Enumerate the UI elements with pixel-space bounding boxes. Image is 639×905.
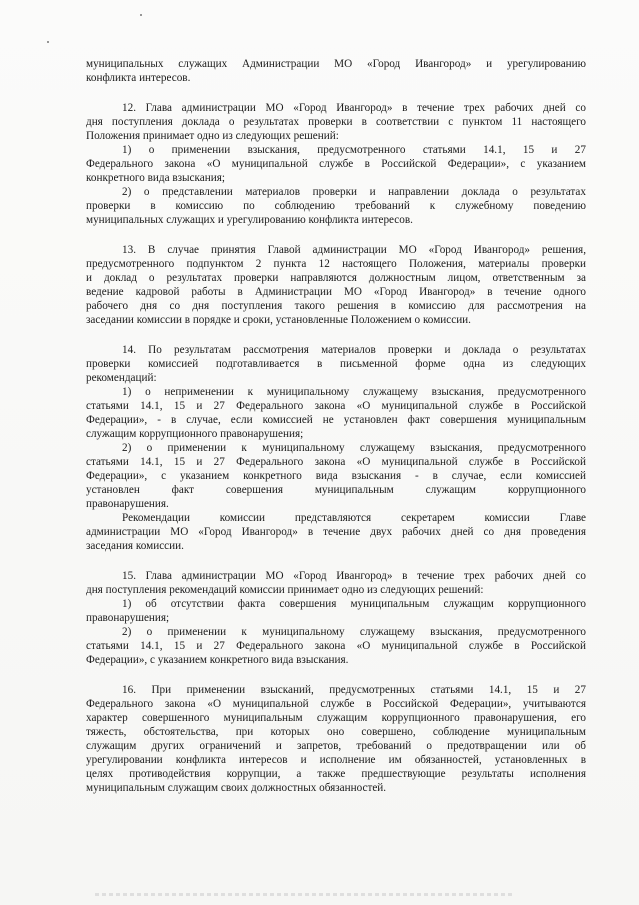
text-line: характер совершенного муниципальным служащим коррупционного правонарушения, его bbox=[86, 712, 586, 724]
text-line: 15. Глава администрации МО «Город Ивангород» в течение трех рабочих дней со bbox=[122, 570, 586, 582]
text-line: муниципальным служащим своих должностных обязанностей. bbox=[86, 782, 387, 794]
text-line: Федерации», с указанием конкретного вида взыскания - в случае, если комиссией bbox=[86, 470, 586, 482]
text-line: Федерации», - в случае, если комиссией не установлен факт совершения муниципальным bbox=[86, 414, 586, 426]
text-line: конкретного вида взыскания; bbox=[86, 172, 225, 184]
text-line: дня поступления доклада о результатах проверки в соответствии с пунктом 11 настоящего bbox=[86, 116, 586, 128]
text-line: конфликта интересов. bbox=[86, 72, 191, 84]
text-line: Федерации», с указанием конкретного вида взыскания. bbox=[86, 654, 349, 666]
text-line: Федерального закона «О муниципальной службе в Российской Федерации», с указанием bbox=[86, 158, 586, 170]
text-line: тяжесть, обстоятельства, при которых оно совершено, соблюдение муниципальным bbox=[86, 726, 586, 738]
text-line: 2) о применении к муниципальному служащему взыскания, предусмотренного bbox=[122, 442, 586, 454]
text-line: Положения принимает одно из следующих решений: bbox=[86, 130, 339, 142]
text-line: статьями 14.1, 15 и 27 Федерального закона «О муниципальной службе в Российской bbox=[86, 400, 586, 412]
text-line: муниципальных служащих и урегулированию конфликта интересов. bbox=[86, 214, 413, 226]
text-line: целях противодействия коррупции, а также предшествующие результаты исполнения bbox=[86, 768, 586, 780]
text-line: статьями 14.1, 15 и 27 Федерального закона «О муниципальной службе в Российской bbox=[86, 456, 586, 468]
text-line: администрации МО «Город Ивангород» в течение двух рабочих дней со дня проведения bbox=[86, 526, 586, 538]
text-line: проверки комиссией подготавливается в письменной форме одна из следующих bbox=[86, 358, 586, 370]
text-line: 14. По результатам рассмотрения материалов проверки и доклада о результатах bbox=[122, 344, 586, 356]
text-line: установлен факт совершения муниципальным служащим коррупционного bbox=[86, 484, 586, 496]
text-line: 13. В случае принятия Главой администрации МО «Город Ивангород» решения, bbox=[122, 244, 586, 256]
text-line: 1) о применении взыскания, предусмотренного статьями 14.1, 15 и 27 bbox=[122, 144, 586, 156]
text-line: дня поступления рекомендаций комиссии принимает одно из следующих решений: bbox=[86, 584, 484, 596]
text-line: рабочего дня со дня поступления такого решения в комиссию для рассмотрения на bbox=[86, 300, 586, 312]
text-line: 1) о неприменении к муниципальному служащему взыскания, предусмотренного bbox=[122, 386, 586, 398]
text-line: 16. При применении взысканий, предусмотренных статьями 14.1, 15 и 27 bbox=[122, 684, 586, 696]
text-line: правонарушения. bbox=[86, 498, 169, 510]
text-line: Рекомендации комиссии представляются секретарем комиссии Главе bbox=[122, 512, 586, 524]
text-line: 1) об отсутствии факта совершения муниципальным служащим коррупционного bbox=[122, 598, 586, 610]
text-line: служащим других ограничений и запретов, требований о предотвращении или об bbox=[86, 740, 586, 752]
text-line: Федерального закона «О муниципальной службе в Российской Федерации», учитываются bbox=[86, 698, 586, 710]
scan-speck bbox=[140, 14, 142, 16]
text-line: 12. Глава администрации МО «Город Ивангород» в течение трех рабочих дней со bbox=[122, 102, 586, 114]
text-line: и доклад о результатах проверки направляются должностным лицом, ответственным за bbox=[86, 272, 586, 284]
text-line: рекомендаций: bbox=[86, 372, 157, 384]
text-line: проверки в комиссию по соблюдению требований к служебному поведению bbox=[86, 200, 586, 212]
text-line: правонарушения; bbox=[86, 612, 170, 624]
text-line: заседания комиссии. bbox=[86, 540, 184, 552]
scan-footer-artifact bbox=[95, 893, 515, 896]
text-line: заседании комиссии в порядке и сроки, установленные Положением о комиссии. bbox=[86, 314, 471, 326]
text-line: урегулировании конфликта интересов и исполнение им обязанностей, установленных в bbox=[86, 754, 586, 766]
text-line: 2) о применении к муниципальному служащему взыскания, предусмотренного bbox=[122, 626, 586, 638]
text-line: статьями 14.1, 15 и 27 Федерального закона «О муниципальной службе в Российской bbox=[86, 640, 586, 652]
text-line: муниципальных служащих Администрации МО «Город Ивангород» и урегулированию bbox=[86, 58, 586, 70]
text-line: предусмотренного подпунктом 2 пункта 12 настоящего Положения, материалы проверки bbox=[86, 258, 586, 270]
scan-speck bbox=[47, 41, 49, 43]
text-line: 2) о представлении материалов проверки и направлении доклада о результатах bbox=[122, 186, 586, 198]
text-line: ведение кадровой работы в Администрации МО «Город Ивангород» в течение одного bbox=[86, 286, 586, 298]
text-line: служащим коррупционного правонарушения; bbox=[86, 428, 304, 440]
